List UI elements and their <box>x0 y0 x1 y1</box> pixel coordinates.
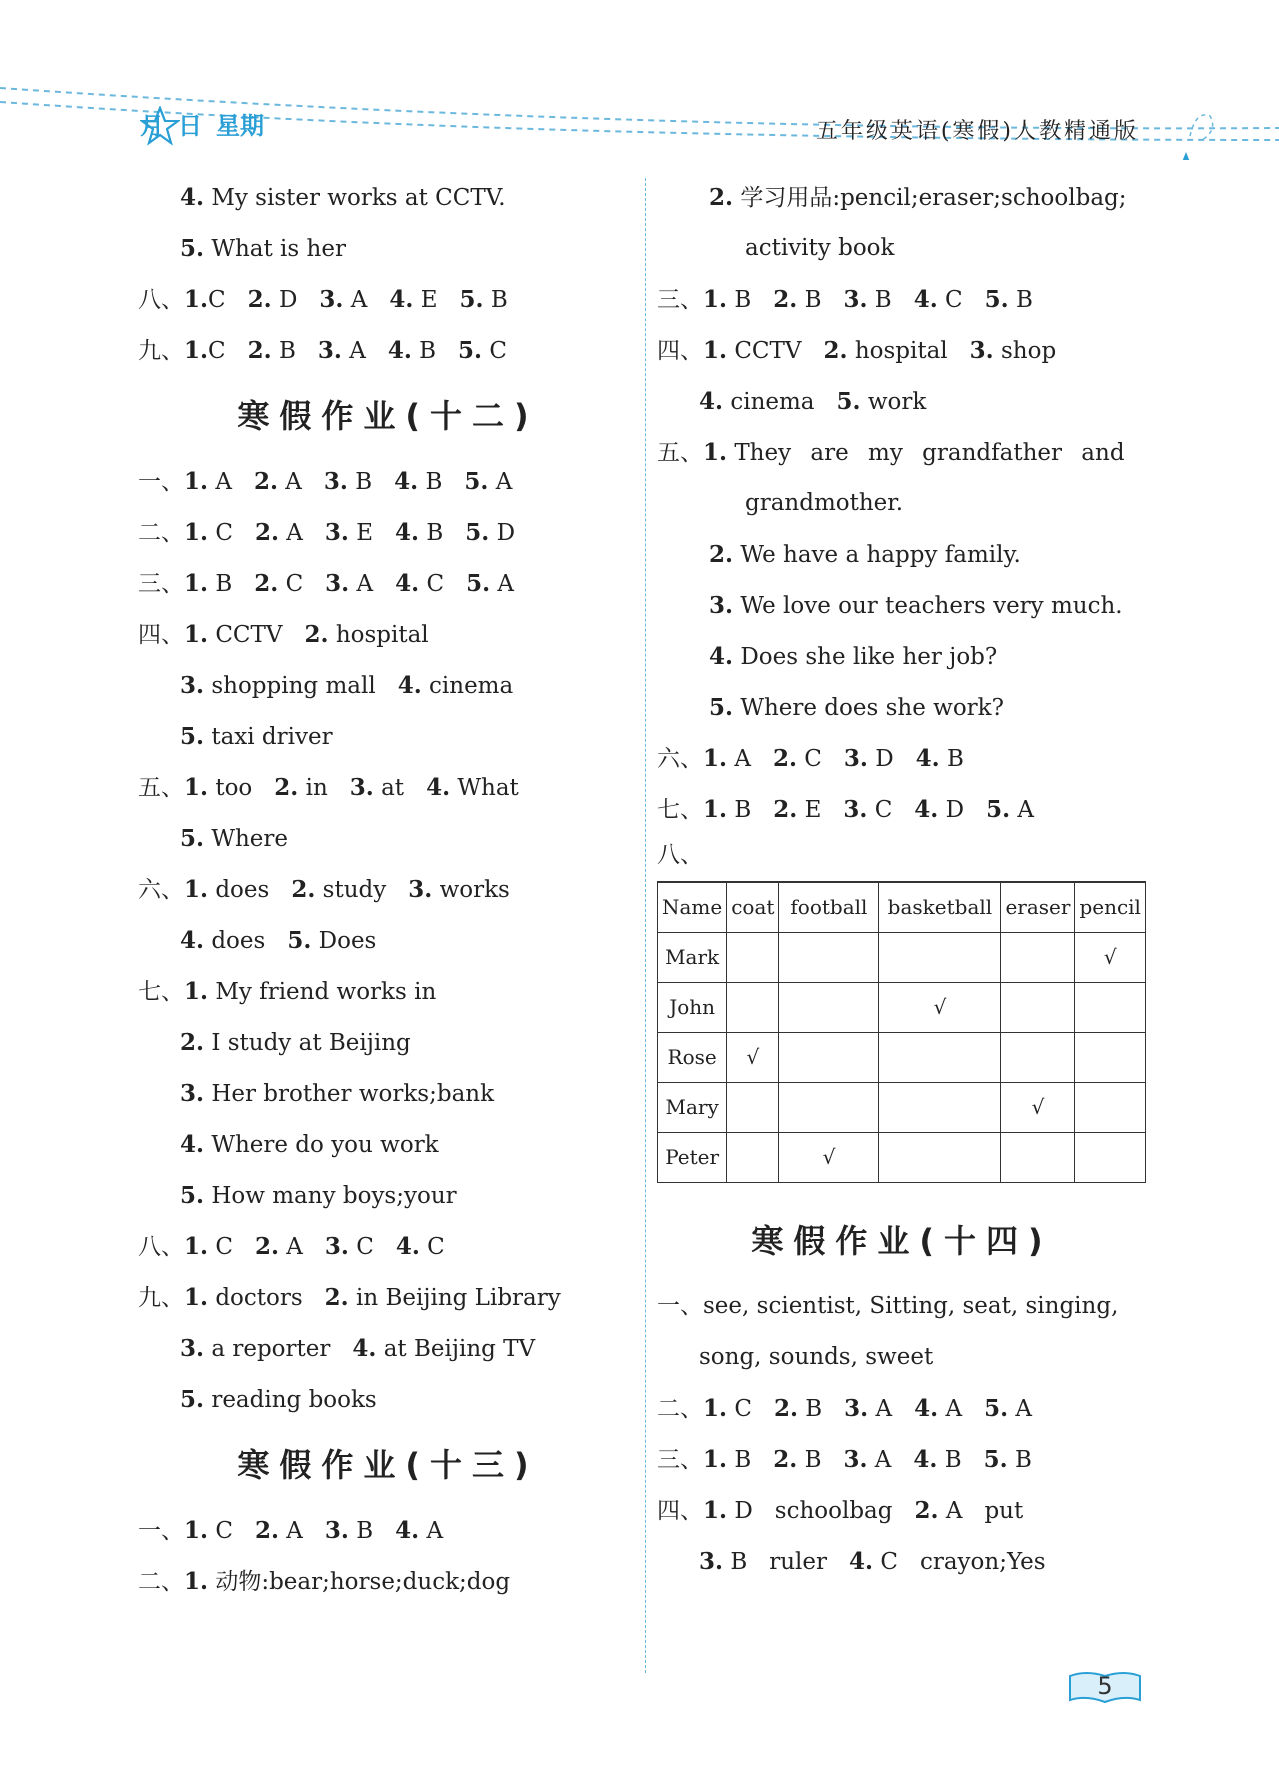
table-cell: √ <box>879 982 1001 1032</box>
answer-line: 六、1. A 2. C 3. D 4. B <box>657 745 964 772</box>
answer-line: 四、1. CCTV 2. hospital <box>138 621 429 648</box>
table-cell: Peter <box>658 1132 727 1182</box>
table-header-cell: pencil <box>1075 882 1146 932</box>
table-cell: √ <box>1001 1082 1075 1132</box>
star-outline-icon <box>140 106 180 146</box>
answer-line: grandmother. <box>745 490 904 516</box>
table-cell <box>1001 1132 1075 1182</box>
answer-line: 2. We have a happy family. <box>709 541 1021 568</box>
answer-line: 3. B ruler 4. C crayon;Yes <box>699 1547 1046 1575</box>
table-cell <box>779 1082 879 1132</box>
table-cell: √ <box>1075 932 1146 982</box>
answer-line: activity book <box>745 235 895 261</box>
answer-line: 5. Where does she work? <box>709 694 1004 721</box>
section-title-14: 寒假作业(十四) <box>751 1221 1053 1260</box>
answer-line: 2. 学习用品:pencil;eraser;schoolbag; <box>709 184 1127 211</box>
table-row <box>658 982 1146 1032</box>
left-column <box>138 172 638 1607</box>
table-cell <box>1001 982 1075 1032</box>
table-header-cell: eraser <box>1001 882 1075 932</box>
answer-line: 4. My sister works at CCTV. <box>180 184 506 211</box>
page-header <box>0 80 1279 160</box>
answer-line-s9: 九、1.C 2. B 3. A 4. B 5. C <box>138 337 507 364</box>
column-divider <box>645 178 646 1673</box>
table-header-cell: football <box>779 882 879 932</box>
answer-line: 四、1. CCTV 2. hospital 3. shop <box>657 337 1057 364</box>
table-row <box>658 1032 1146 1082</box>
table-cell <box>727 982 779 1032</box>
answer-line: 三、1. B 2. B 3. B 4. C 5. B <box>657 286 1033 313</box>
answer-line: 3. a reporter 4. at Beijing TV <box>180 1335 536 1362</box>
answer-line: 4. cinema 5. work <box>699 388 927 415</box>
table-cell <box>779 1032 879 1082</box>
answer-line: 三、1. B 2. C 3. A 4. C 5. A <box>138 570 515 597</box>
checkmark-table <box>657 881 1146 1183</box>
answer-line-s8: 八、1.C 2. D 3. A 4. E 5. B <box>138 286 508 313</box>
answer-line: 一、1. A 2. A 3. B 4. B 5. A <box>138 468 513 495</box>
table-cell <box>1075 982 1146 1032</box>
answer-line: 5. reading books <box>180 1386 377 1413</box>
table-header-row <box>658 882 1146 932</box>
table-cell <box>879 1032 1001 1082</box>
answer-line: 五、1. They are my grandfather and <box>657 439 1125 466</box>
answer-line: 3. shopping mall 4. cinema <box>180 672 514 699</box>
table-cell: Mary <box>658 1082 727 1132</box>
edition-title: 五年级英语(寒假)人教精通版 <box>815 119 1139 144</box>
answer-line: 4. Does she like her job? <box>709 643 998 670</box>
answer-line: 七、1. My friend works in <box>138 978 437 1005</box>
answer-line: 3. We love our teachers very much. <box>709 592 1123 619</box>
table-cell <box>1075 1132 1146 1182</box>
answer-line: 九、1. doctors 2. in Beijing Library <box>138 1284 561 1311</box>
answer-line: 二、1. C 2. B 3. A 4. A 5. A <box>657 1394 1033 1422</box>
table-cell <box>1075 1032 1146 1082</box>
table-cell <box>1001 932 1075 982</box>
table-cell: John <box>658 982 727 1032</box>
weekday-label: 星期 <box>216 112 264 140</box>
answer-line: 5. Where <box>180 825 288 852</box>
table-cell: Rose <box>658 1032 727 1082</box>
table-cell <box>1075 1082 1146 1132</box>
answer-line: 5. How many boys;your <box>180 1182 457 1209</box>
answer-line: 二、1. 动物:bear;horse;duck;dog <box>138 1568 511 1595</box>
table-cell <box>779 982 879 1032</box>
answer-line: 五、1. too 2. in 3. at 4. What <box>138 774 519 801</box>
table-header-cell: Name <box>658 882 727 932</box>
right-column <box>657 172 1147 1587</box>
table-cell: √ <box>727 1032 779 1082</box>
section-title-13: 寒假作业(十三) <box>237 1446 539 1484</box>
answer-line: 三、1. B 2. B 3. A 4. B 5. B <box>657 1445 1032 1473</box>
table-cell <box>1001 1032 1075 1082</box>
table-cell: √ <box>779 1132 879 1182</box>
answer-line: 八、1. C 2. A 3. C 4. C <box>138 1233 445 1260</box>
answer-line: 4. Where do you work <box>180 1131 439 1158</box>
day-label: 日 <box>178 112 202 140</box>
answer-line: 八、 <box>657 842 703 868</box>
table-cell <box>727 1132 779 1182</box>
date-fields <box>140 106 278 141</box>
table-cell <box>779 932 879 982</box>
page-number: 5 <box>1097 1672 1113 1700</box>
table-cell: Mark <box>658 932 727 982</box>
answer-line: 二、1. C 2. A 3. E 4. B 5. D <box>138 519 516 546</box>
table-cell <box>879 1082 1001 1132</box>
table-row <box>658 1132 1146 1182</box>
answer-line: 2. I study at Beijing <box>180 1029 411 1056</box>
answer-line: 六、1. does 2. study 3. works <box>138 876 510 903</box>
section-title-12: 寒假作业(十二) <box>237 397 539 435</box>
answer-line: 5. What is her <box>180 235 346 262</box>
star-icon <box>1172 152 1200 160</box>
table-row <box>658 932 1146 982</box>
table-header-cell: coat <box>727 882 779 932</box>
table-cell <box>727 1082 779 1132</box>
table-row <box>658 1082 1146 1132</box>
answer-line: 七、1. B 2. E 3. C 4. D 5. A <box>657 796 1035 823</box>
answer-line: 一、see, scientist, Sitting, seat, singing, <box>657 1292 1119 1319</box>
page-number-badge <box>1066 1668 1144 1708</box>
answer-line: 5. taxi driver <box>180 723 333 750</box>
month-label: 月 <box>140 112 164 140</box>
answer-line: song, sounds, sweet <box>699 1343 934 1370</box>
table-cell <box>727 932 779 982</box>
answer-line: 四、1. D schoolbag 2. A put <box>657 1496 1024 1524</box>
table-cell <box>879 932 1001 982</box>
answer-line: 3. Her brother works;bank <box>180 1080 495 1107</box>
table-cell <box>879 1132 1001 1182</box>
answer-line: 一、1. C 2. A 3. B 4. A <box>138 1517 444 1544</box>
table-header-cell: basketball <box>879 882 1001 932</box>
answer-line: 4. does 5. Does <box>180 927 377 954</box>
